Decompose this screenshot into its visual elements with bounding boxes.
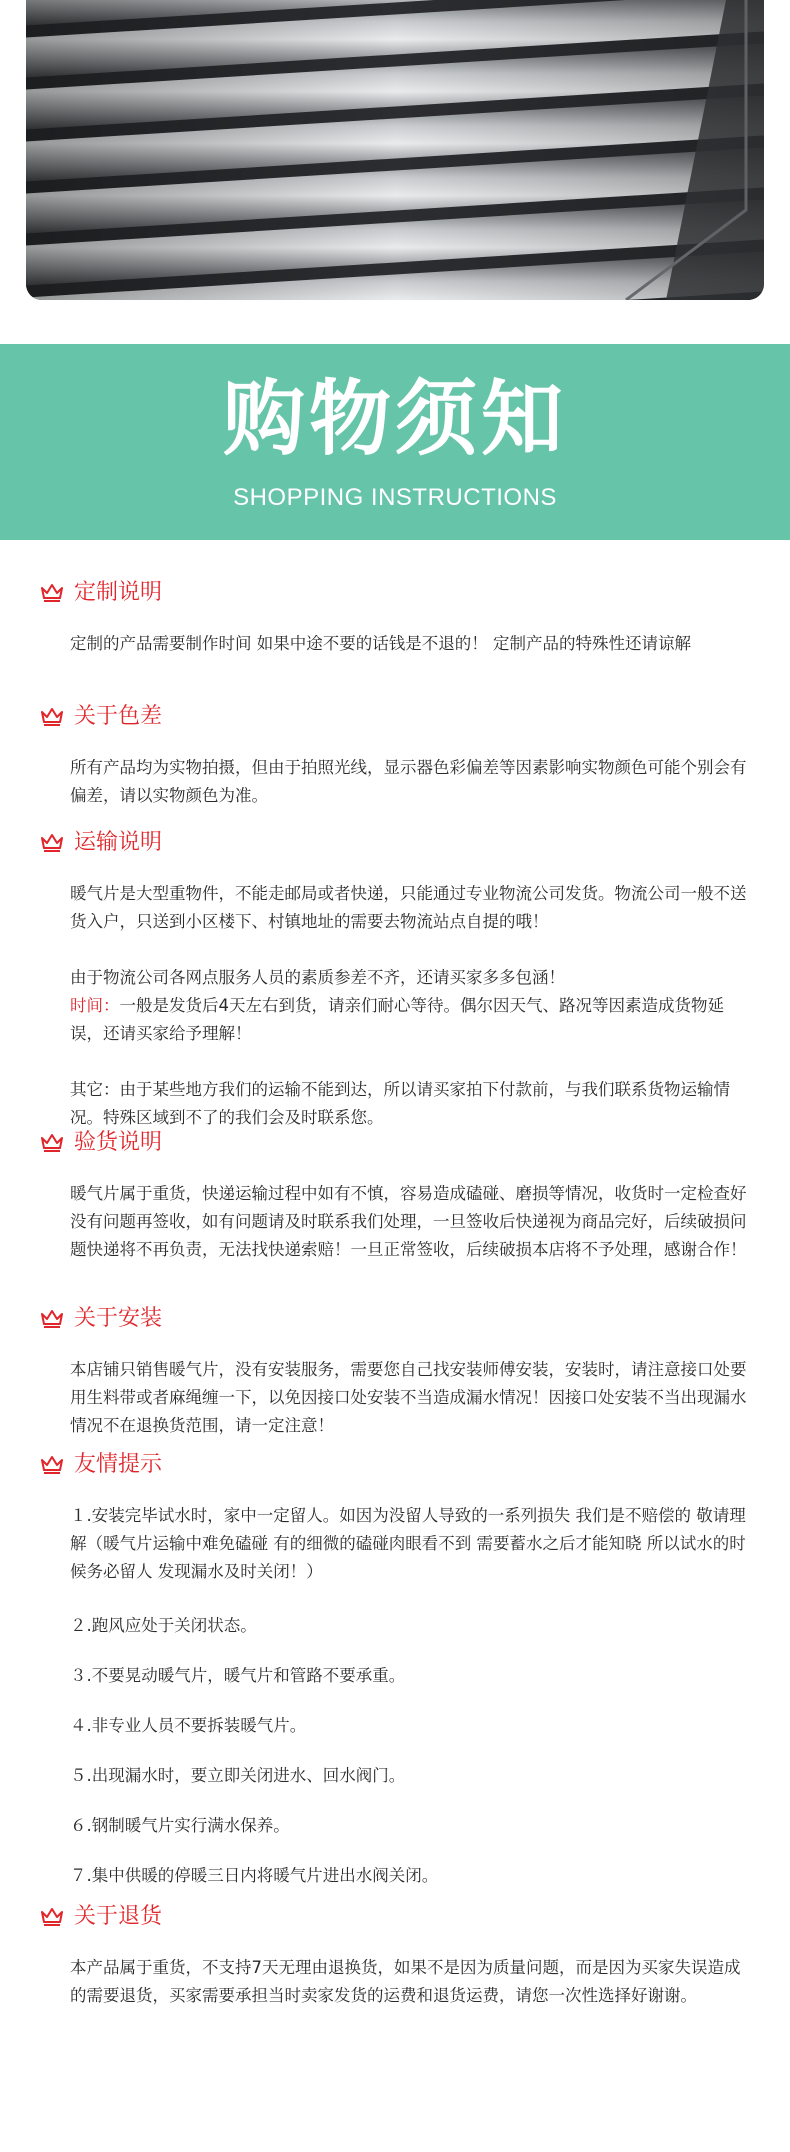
section-paragraph: 暖气片是大型重物件，不能走邮局或者快递，只能通过专业物流公司发货。物流公司一般不送货入户，只送到小区楼下、村镇地址的需要去物流站点自提的哦！: [70, 884, 747, 931]
tip-item: ２.跑风应处于关闭状态。: [70, 1616, 257, 1635]
section-title: 运输说明: [74, 830, 163, 855]
crown-icon: [40, 1133, 64, 1153]
section-heading: [40, 1900, 162, 1934]
section-heading: [40, 1126, 162, 1160]
time-label: 时间：: [70, 996, 120, 1015]
crown-icon: [40, 583, 64, 603]
radiator-tubes-image: [26, 0, 764, 300]
section-paragraph: 本店铺只销售暖气片，没有安装服务，需要您自己找安装师傅安装，安装时，请注意接口处要用生料带或者麻绳缠一下，以免因接口处安装不当造成漏水情况！因接口处安装不当出现漏水情况不在退换货范围，请一定注意！: [70, 1360, 747, 1435]
time-text: 一般是发货后4天左右到货，请亲们耐心等待。偶尔因天气、路况等因素造成货物延误，还请买家给予理解！: [70, 996, 724, 1043]
shipping-time-paragraph: [70, 992, 750, 1048]
section-paragraph: 本产品属于重货，不支持7天无理由退换货，如果不是因为质量问题，而是因为买家失误造成的需要退货，买家需要承担当时卖家发货的运费和退货运费，请您一次性选择好谢谢。: [70, 1958, 741, 2005]
section-title: 关于安装: [74, 1306, 163, 1331]
crown-icon: [40, 1455, 64, 1475]
section-title: 关于色差: [74, 704, 163, 729]
tip-item: ４.非专业人员不要拆装暖气片。: [70, 1716, 307, 1735]
section-heading: [40, 1448, 162, 1482]
tip-item: ５.出现漏水时，要立即关闭进水、回水阀门。: [70, 1766, 406, 1785]
shopping-instructions-banner: [0, 344, 790, 540]
tip-item: １.安装完毕试水时，家中一定留人。如因为没留人导致的一系列损失 我们是不赔偿的 敬请理解（暖气片运输中难免磕碰 有的细微的磕碰肉眼看不到 需要蓄水之后才能知晓 所以试水的时候务必留人 发现漏水及时关闭！）: [70, 1506, 746, 1581]
banner-title: 购物须知: [222, 372, 567, 467]
section-heading: [40, 576, 162, 610]
crown-icon: [40, 833, 64, 853]
product-photo: [26, 0, 764, 300]
section-paragraph: 所有产品均为实物拍摄，但由于拍照光线，显示器色彩偏差等因素影响实物颜色可能个别会有偏差，请以实物颜色为准。: [70, 758, 747, 805]
section-paragraph: 定制的产品需要制作时间 如果中途不要的话钱是不退的！ 定制产品的特殊性还请谅解: [70, 634, 691, 653]
section-heading: [40, 700, 162, 734]
tip-item: ３.不要晃动暖气片，暖气片和管路不要承重。: [70, 1666, 406, 1685]
section-heading: [40, 1302, 162, 1336]
section-heading: [40, 826, 162, 860]
section-title: 友情提示: [74, 1452, 163, 1477]
crown-icon: [40, 1907, 64, 1927]
section-title: 验货说明: [74, 1130, 163, 1155]
section-paragraph: 由于物流公司各网点服务人员的素质参差不齐，还请买家多多包涵！: [70, 968, 565, 987]
tip-item: ６.钢制暖气片实行满水保养。: [70, 1816, 290, 1835]
tip-item: ７.集中供暖的停暖三日内将暖气片进出水阀关闭。: [70, 1866, 439, 1885]
crown-icon: [40, 707, 64, 727]
section-title: 定制说明: [74, 580, 163, 605]
crown-icon: [40, 1309, 64, 1329]
banner-subtitle: SHOPPING INSTRUCTIONS: [233, 484, 557, 511]
section-paragraph: 其它：由于某些地方我们的运输不能到达，所以请买家拍下付款前，与我们联系货物运输情况。特殊区域到不了的我们会及时联系您。: [70, 1080, 730, 1127]
section-paragraph: 暖气片属于重货，快递运输过程中如有不慎，容易造成磕碰、磨损等情况，收货时一定检查好没有问题再签收，如有问题请及时联系我们处理，一旦签收后快递视为商品完好，后续破损问题快递将不再负责，无法找快递索赔！一旦正常签收，后续破损本店将不予处理，感谢合作！: [70, 1184, 747, 1259]
section-title: 关于退货: [74, 1904, 163, 1929]
